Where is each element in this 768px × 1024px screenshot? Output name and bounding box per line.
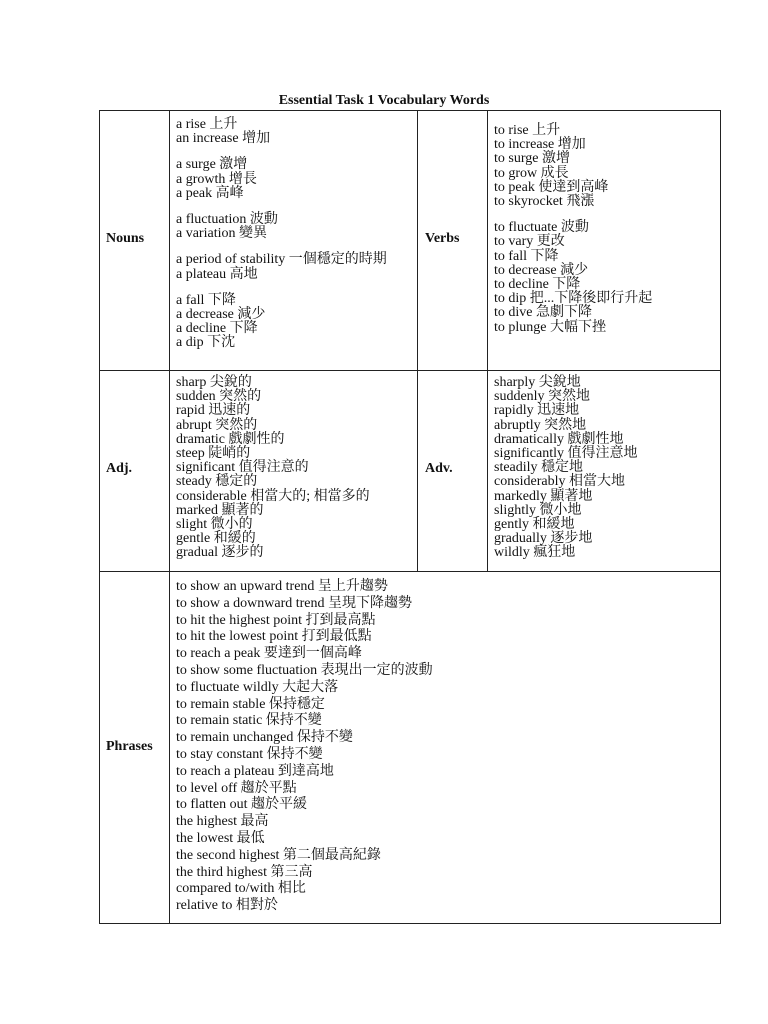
- adj-item: steady 穩定的: [176, 474, 258, 490]
- adj-item: considerable 相當大的; 相當多的: [176, 488, 370, 504]
- nouns-item: a dip 下沈: [176, 335, 236, 351]
- phrases-item: to fluctuate wildly 大起大落: [176, 679, 339, 695]
- verbs-item: to peak 使達到高峰: [494, 179, 609, 195]
- nouns-item: a decline 下降: [176, 321, 258, 337]
- phrases-label: Phrases: [106, 739, 153, 754]
- phrases-item: the third highest 第三高: [176, 864, 313, 880]
- verbs-item: to rise 上升: [494, 123, 561, 138]
- verbs-item: to vary 更改: [494, 234, 565, 250]
- verbs-item: to grow 成長: [494, 165, 569, 181]
- verbs-item: to increase 增加: [494, 137, 586, 153]
- phrases-item: to stay constant 保持不變: [176, 746, 323, 762]
- adj-item: significant 值得注意的: [176, 460, 309, 476]
- adv-item: considerably 相當大地: [494, 474, 626, 490]
- phrases-item: to reach a plateau 到達高地: [176, 763, 334, 779]
- phrases-item: to show a downward trend 呈現下降趨勢: [176, 595, 413, 611]
- col-divider-2: [417, 110, 418, 572]
- adj-list: [176, 376, 370, 561]
- nouns-item: a decrease 減少: [176, 307, 266, 323]
- verbs-item: to decline 下降: [494, 277, 581, 293]
- nouns-label: Nouns: [106, 231, 145, 246]
- verbs-item: to fluctuate 波動: [494, 220, 589, 236]
- adj-item: marked 顯著的: [176, 502, 264, 518]
- page-title: Essential Task 1 Vocabulary Words: [278, 93, 490, 108]
- phrases-item: to remain unchanged 保持不變: [176, 730, 353, 746]
- verbs-list: [494, 124, 652, 335]
- col-divider-1: [169, 110, 170, 572]
- phrases-list: [176, 579, 433, 915]
- adj-item: steep 陡峭的: [176, 446, 251, 462]
- phrases-item: compared to/with 相比: [176, 881, 306, 897]
- nouns-item: a fall 下降: [176, 292, 236, 308]
- adv-item: suddenly 突然地: [494, 389, 591, 405]
- col-divider-phrases: [169, 571, 170, 924]
- phrases-item: to reach a peak 要達到一個高峰: [176, 646, 362, 662]
- phrases-item: to show some fluctuation 表現出一定的波動: [176, 662, 433, 678]
- adj-item: rapid 迅速的: [176, 403, 251, 419]
- phrases-item: to hit the highest point 打到最高點: [176, 612, 376, 628]
- adj-item: sharp 尖銳的: [176, 375, 252, 390]
- row-divider: [99, 370, 721, 371]
- adj-item: gentle 和緩的: [176, 531, 256, 547]
- nouns-item: a plateau 高地: [176, 266, 258, 282]
- nouns-item: a growth 增長: [176, 171, 257, 187]
- adv-item: gradually 逐步地: [494, 531, 593, 547]
- phrases-item: the lowest 最低: [176, 830, 265, 846]
- nouns-item: an increase 增加: [176, 131, 271, 147]
- adv-item: abruptly 突然地: [494, 417, 587, 433]
- adv-item: steadily 穩定地: [494, 460, 584, 476]
- adv-item: markedly 顯著地: [494, 488, 593, 504]
- nouns-list: [176, 118, 387, 351]
- verbs-item: to fall 下降: [494, 248, 559, 264]
- nouns-item: a period of stability 一個穩定的時期: [176, 252, 387, 268]
- phrases-item: to remain stable 保持穩定: [176, 696, 325, 712]
- adv-item: slightly 微小地: [494, 502, 582, 518]
- adj-item: dramatic 戲劇性的: [176, 431, 285, 447]
- verbs-item: to plunge 大幅下挫: [494, 319, 606, 335]
- phrases-item: to hit the lowest point 打到最低點: [176, 629, 372, 645]
- adv-item: rapidly 迅速地: [494, 403, 580, 419]
- adv-item: gently 和緩地: [494, 517, 575, 533]
- adv-label: Adv.: [425, 461, 453, 476]
- col-divider-3: [487, 110, 488, 572]
- verbs-label: Verbs: [425, 231, 460, 246]
- adj-label: Adj.: [106, 461, 133, 476]
- phrases-item: to remain static 保持不變: [176, 713, 322, 729]
- verbs-item: to dive 急劇下降: [494, 305, 592, 321]
- adv-item: wildly 瘋狂地: [494, 545, 576, 561]
- nouns-item: a variation 變異: [176, 226, 267, 242]
- verbs-item: to dip 把...下降後即行升起: [494, 291, 653, 307]
- verbs-item: to surge 激增: [494, 151, 570, 167]
- phrases-item: relative to 相對於: [176, 898, 278, 914]
- phrases-item: to flatten out 趨於平緩: [176, 797, 308, 813]
- adv-item: significantly 值得注意地: [494, 446, 638, 462]
- verbs-item: to decrease 減少: [494, 262, 589, 278]
- phrases-item: the highest 最高: [176, 814, 269, 830]
- adj-item: sudden 突然的: [176, 389, 262, 405]
- verbs-item: to skyrocket 飛漲: [494, 194, 595, 210]
- nouns-item: a fluctuation 波動: [176, 212, 278, 228]
- phrases-item: to level off 趨於平點: [176, 780, 297, 796]
- adv-item: dramatically 戲劇性地: [494, 431, 624, 447]
- adj-item: abrupt 突然的: [176, 417, 258, 433]
- adv-list: [494, 376, 638, 561]
- adj-item: gradual 逐步的: [176, 545, 264, 561]
- nouns-item: a rise 上升: [176, 117, 238, 132]
- nouns-item: a surge 激增: [176, 157, 248, 173]
- adv-item: sharply 尖銳地: [494, 375, 581, 390]
- nouns-item: a peak 高峰: [176, 185, 244, 201]
- adj-item: slight 微小的: [176, 517, 253, 533]
- phrases-item: the second highest 第二個最高紀錄: [176, 847, 381, 863]
- phrases-item: to show an upward trend 呈上升趨勢: [176, 579, 388, 594]
